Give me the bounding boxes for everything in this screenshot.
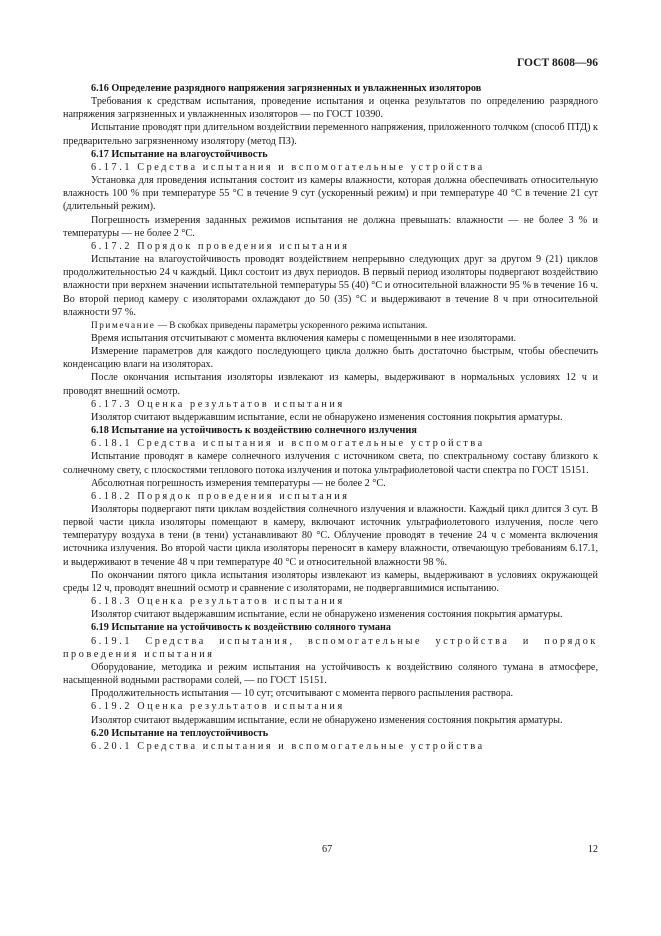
paragraph: Установка для проведения испытания состоит из камеры влажности, которая должна обеспечивать относительную влажность 100 % при температуре 55 °С в течение 9 сут (ускоренный режим) и при температуре 40 °С в течение 21 сут (длительный режим). xyxy=(63,175,598,213)
subsection-heading-6-17-2: 6.17.2 Порядок проведения испытания xyxy=(91,240,350,252)
paragraph: Испытание проводят в камере солнечного излучения с источником света, по спектральному составу близкого к солнечному свету, с плоскостями теплового потока излучения и потока ультрафиолетовой части спектра по ГОСТ 15151. xyxy=(63,451,598,476)
section-title-6-17: 6.17 Испытание на влагоустойчивость xyxy=(91,148,268,160)
paragraph: Оборудование, методика и режим испытания на устойчивость к воздействию соляного тумана в атмосфере, насыщенной водными растворами солей, — по ГОСТ 15151. xyxy=(63,661,598,687)
paragraph: Время испытания отсчитывают с момента включения камеры с помещенными в нее изоляторами. xyxy=(91,332,517,344)
subsection-heading-6-17-1: 6.17.1 Средства испытания и вспомогательные устройства xyxy=(91,161,485,173)
paragraph: Испытание проводят при длительном воздействии переменного напряжения, приложенного толчком (способ ПТД) к предварительно загрязненному изолятору (метод ПЗ). xyxy=(63,122,598,147)
paragraph: Абсолютная погрешность измерения температуры — не более 2 °С. xyxy=(91,477,386,489)
subsection-heading-6-17-3: 6.17.3 Оценка результатов испытания xyxy=(91,398,345,410)
page-number-right: 12 xyxy=(587,844,598,855)
subsection-heading-6-19-2: 6.19.2 Оценка результатов испытания xyxy=(91,701,345,713)
paragraph: Изолятор считают выдержавшим испытание, если не обнаружено изменения состояния покрытия арматуры. xyxy=(91,411,563,423)
note xyxy=(63,319,598,332)
section-title-6-19: 6.19 Испытание на устойчивость к воздействию соляного тумана xyxy=(91,622,391,634)
page-number-center: 67 xyxy=(322,844,333,855)
note-text: — В скобках приведены параметры ускоренного режима испытания. xyxy=(155,319,428,330)
paragraph: Изолятор считают выдержавшим испытание, если не обнаружено изменения состояния покрытия арматуры. xyxy=(91,609,563,621)
section-title-6-18: 6.18 Испытание на устойчивость к воздействию солнечного излучения xyxy=(91,425,417,437)
paragraph: По окончании пятого цикла испытания изоляторы извлекают из камеры, выдерживают в условиях окружающей среды 12 ч, проводят внешний осмотр и сравнение с изоляторами, не подвергавшимися испытанию. xyxy=(63,569,598,594)
section-title-6-20: 6.20 Испытание на теплоустойчивость xyxy=(91,727,269,739)
paragraph: Погрешность измерения заданных режимов испытания не должна превышать: влажности — не более 3 % и температуры — не более 2 °С. xyxy=(63,214,598,239)
subsection-heading-6-18-1: 6.18.1 Средства испытания и вспомогательные устройства xyxy=(91,438,485,450)
subsection-heading-6-20-1: 6.20.1 Средства испытания и вспомогательные устройства xyxy=(91,740,485,752)
paragraph: Измерение параметров для каждого последующего цикла должно быть достаточно быстрым, чтобы обеспечить конденсацию влаги на изоляторах. xyxy=(63,346,598,371)
subsection-heading-6-19-1: 6.19.1 Средства испытания, вспомогательные устройства и порядок проведения испытания xyxy=(63,635,598,660)
document-body xyxy=(63,82,598,753)
paragraph: После окончания испытания изоляторы извлекают из камеры, выдерживают в нормальных условиях 12 ч и проводят внешний осмотр. xyxy=(63,372,598,397)
document-code: ГОСТ 8608—96 xyxy=(517,57,598,69)
paragraph: Требования к средствам испытания, проведение испытания и оценка результатов по определению разрядного напряжения загрязненных и увлажненных изоляторов — по ГОСТ 10390. xyxy=(63,96,598,121)
subsection-heading-6-18-2: 6.18.2 Порядок проведения испытания xyxy=(91,490,350,502)
section-title-6-16: 6.16 Определение разрядного напряжения загрязненных и увлажненных изоляторов xyxy=(91,83,482,94)
note-label: Примечание xyxy=(91,319,156,330)
paragraph: Изоляторы подвергают пяти циклам воздействия солнечного излучения и влажности. Каждый цикл длится 3 сут. В первой части цикла изоляторы помещают в камеру, включают источник ультрафиолетового излучения, после чего температуру воздуха в тени (в тени) устанавливают 80 °С. Облучение проводят в течение 24 ч с момента включения источника излучения. Во второй части цикла изоляторы переносят в камеру влажности, отвечающую требованиям 6.17.1, и выдерживают в течение 48 ч при температуре 40 °С и относительной влажности 98 %. xyxy=(63,504,598,568)
paragraph: Изолятор считают выдержавшим испытание, если не обнаружено изменения состояния покрытия арматуры. xyxy=(91,714,563,726)
paragraph: Испытание на влагоустойчивость проводят воздействием непрерывно следующих друг за другом 9 (21) циклов продолжительностью 24 ч каждый. Цикл состоит из двух периодов. В первый период изоляторы подвергают воздействию влажности при верхнем значении испытательной температуры 55 (40) °С и относительной влажности 95 % в течение 16 ч. Во второй период камеру с изоляторами охлаждают до 50 (35) °С и выдерживают в течение 8 ч при относительной влажности 97 %. xyxy=(63,254,598,318)
subsection-heading-6-18-3: 6.18.3 Оценка результатов испытания xyxy=(91,596,345,608)
paragraph: Продолжительность испытания — 10 сут; отсчитывают с момента первого распыления раствора. xyxy=(91,688,514,700)
